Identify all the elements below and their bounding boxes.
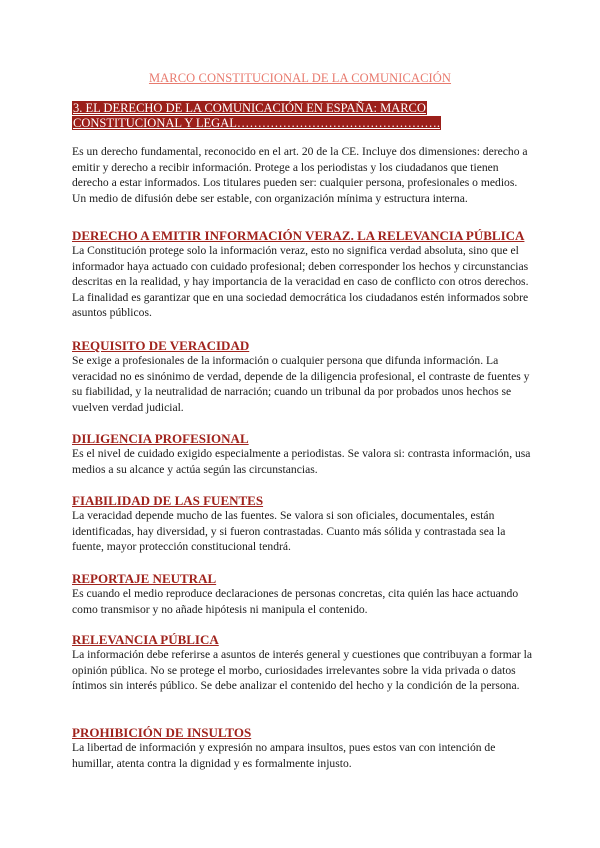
section-requisito-veracidad (72, 338, 532, 415)
section-prohibicion-insultos (72, 725, 532, 771)
section-heading-requisito-veracidad: REQUISITO DE VERACIDAD (72, 338, 250, 353)
section-text-derecho-emitir: La Constitución protege solo la información veraz, esto no significa verdad absoluta, sino que el informador haya actuado con cuidado profesional; deben corresponder los hechos y circunstancias descritas en la realidad, y hay importancia de la veracidad en caso de conflicto con otros derechos. La finalidad es garantizar que en una sociedad democrática los ciudadanos estén informados sobre asuntos públicos. (72, 244, 529, 320)
section-derecho-emitir (72, 228, 532, 321)
section-heading-reportaje-neutral: REPORTAJE NEUTRAL (72, 571, 217, 586)
section-relevancia-publica (72, 632, 532, 694)
section-heading-derecho-emitir: DERECHO A EMITIR INFORMACIÓN VERAZ. LA RELEVANCIA PÚBLICA (72, 228, 525, 243)
section-heading-fiabilidad-fuentes: FIABILIDAD DE LAS FUENTES (72, 493, 264, 508)
section-reportaje-neutral (72, 571, 532, 617)
section-diligencia-profesional (72, 431, 532, 477)
intro-block (72, 144, 532, 206)
document-title: MARCO CONSTITUCIONAL DE LA COMUNICACIÓN (148, 71, 452, 85)
intro-paragraph: Es un derecho fundamental, reconocido en el art. 20 de la CE. Incluye dos dimensiones: derecho a emitir y derecho a recibir información. Protege a los periodistas y los ciudadanos que tienen derecho a estar informados. Los titulares pueden ser: cualquier persona, profesionales o medios. Un medio de difusión debe ser estable, con organización mínima y estructura interna. (72, 145, 528, 205)
section-heading (72, 101, 500, 131)
section-text-relevancia-publica: La información debe referirse a asuntos de interés general y cuestiones que contribuyan a formar la opinión pública. No se protege el morbo, curiosidades irrelevantes sobre la vida privada o datos íntimos sin interés público. Se debe analizar el contenido del hecho y la condición de la persona. (72, 648, 533, 693)
section-heading-diligencia-profesional: DILIGENCIA PROFESIONAL (72, 431, 249, 446)
section-text-diligencia-profesional: Es el nivel de cuidado exigido especialmente a periodistas. Se valora si: contrasta información, usa medios a su alcance y actúa según las circunstancias. (72, 447, 531, 476)
section-text-reportaje-neutral: Es cuando el medio reproduce declaraciones de personas concretas, cita quién las hace actuando como transmisor y no añade hipótesis ni manipula el contenido. (72, 587, 519, 616)
section-heading-text: 3. EL DERECHO DE LA COMUNICACIÓN EN ESPAÑA: MARCO CONSTITUCIONAL Y LEGAL…………………………………………. (73, 101, 440, 130)
section-text-prohibicion-insultos: La libertad de información y expresión no ampara insultos, pues estos van con intención de humillar, atenta contra la dignidad y es formalmente injusto. (72, 741, 496, 770)
section-text-requisito-veracidad: Se exige a profesionales de la información o cualquier persona que difunda información. La veracidad no es sinónimo de verdad, depende de la diligencia profesional, el contraste de fuentes y su fiabilidad, y la neutralidad de narración; cuando un tribunal da por probados unos hechos se vuelven verdad judicial. (72, 354, 530, 414)
section-heading-prohibicion-insultos: PROHIBICIÓN DE INSULTOS (72, 725, 252, 740)
section-text-fiabilidad-fuentes: La veracidad depende mucho de las fuentes. Se valora si son oficiales, documentales, están identificadas, hay diversidad, y si fueron contrastadas. Cuanto más sólida y contrastada sea la fuente, mayor protección constitucional tendrá. (72, 509, 506, 554)
section-heading-relevancia-publica: RELEVANCIA PÚBLICA (72, 632, 219, 647)
section-fiabilidad-fuentes (72, 493, 532, 555)
